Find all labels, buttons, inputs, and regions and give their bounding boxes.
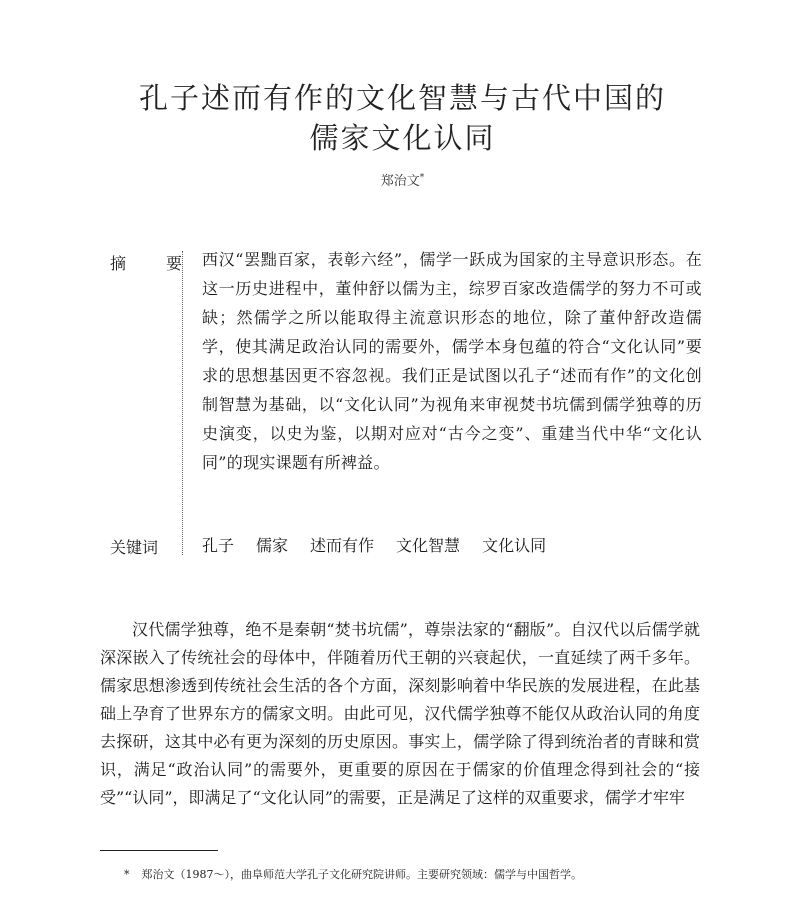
- author-byline: [0, 170, 805, 189]
- keywords-list: [202, 533, 546, 556]
- keyword-item: 文化智慧: [396, 536, 461, 555]
- footnote: [124, 866, 582, 882]
- keywords-label: 关键词: [110, 538, 159, 557]
- footnote-text: 郑治文（1987～），曲阜师范大学孔子文化研究院讲师。主要研究领域：儒学与中国哲学。: [141, 868, 582, 881]
- body-text: [100, 616, 700, 812]
- abstract-label: 摘 要: [110, 254, 195, 273]
- keyword-item: 文化认同: [482, 536, 547, 555]
- author-footnote-mark[interactable]: *: [419, 173, 425, 183]
- abstract-divider: [182, 251, 183, 555]
- footnote-mark: *: [124, 868, 130, 881]
- body-paragraph: 汉代儒学独尊，绝不是秦朝“焚书坑儒”，尊崇法家的“翻版”。自汉代以后儒学就深深嵌入了传统社会的母体中，伴随着历代王朝的兴衰起伏，一直延续了两千多年。儒家思想渗透到传统社会生活的各个方面，深刻影响着中华民族的发展进程，在此基础上孕育了世界东方的儒家文明。由此可见，汉代儒学独尊不能仅从政治认同的角度去探研，这其中必有更为深刻的历史原因。事实上，儒学除了得到统治者的青睐和赏识，满足“政治认同”的需要外，更重要的原因在于儒家的价值理念得到社会的“接受”“认同”，即满足了“文化认同”的需要，正是满足了这样的双重要求，儒学才牢牢: [100, 620, 700, 807]
- abstract-text: 西汉“罢黜百家，表彰六经”，儒学一跃成为国家的主导意识形态。在这一历史进程中，董仲舒以儒为主，综罗百家改造儒学的努力不可或缺；然儒学之所以能取得主流意识形态的地位，除了董仲舒改造儒学，使其满足政治认同的需要外，儒学本身包蕴的符合“文化认同”要求的思想基因更不容忽视。我们正是试图以孔子“述而有作”的文化创制智慧为基础，以“文化认同”为视角来审视焚书坑儒到儒学独尊的历史演变，以史为鉴，以期对应对“古今之变”、重建当代中华“文化认同”的现实课题有所裨益。: [202, 250, 702, 472]
- keyword-item: 儒家: [256, 536, 289, 555]
- footnote-rule: [100, 850, 218, 851]
- keyword-item: 述而有作: [310, 536, 375, 555]
- article-title-line-2: 儒家文化认同: [309, 121, 496, 155]
- article-title-line-1: 孔子述而有作的文化智慧与古代中国的: [138, 81, 666, 115]
- author-name: 郑治文: [380, 174, 420, 189]
- keyword-item: 孔子: [202, 536, 235, 555]
